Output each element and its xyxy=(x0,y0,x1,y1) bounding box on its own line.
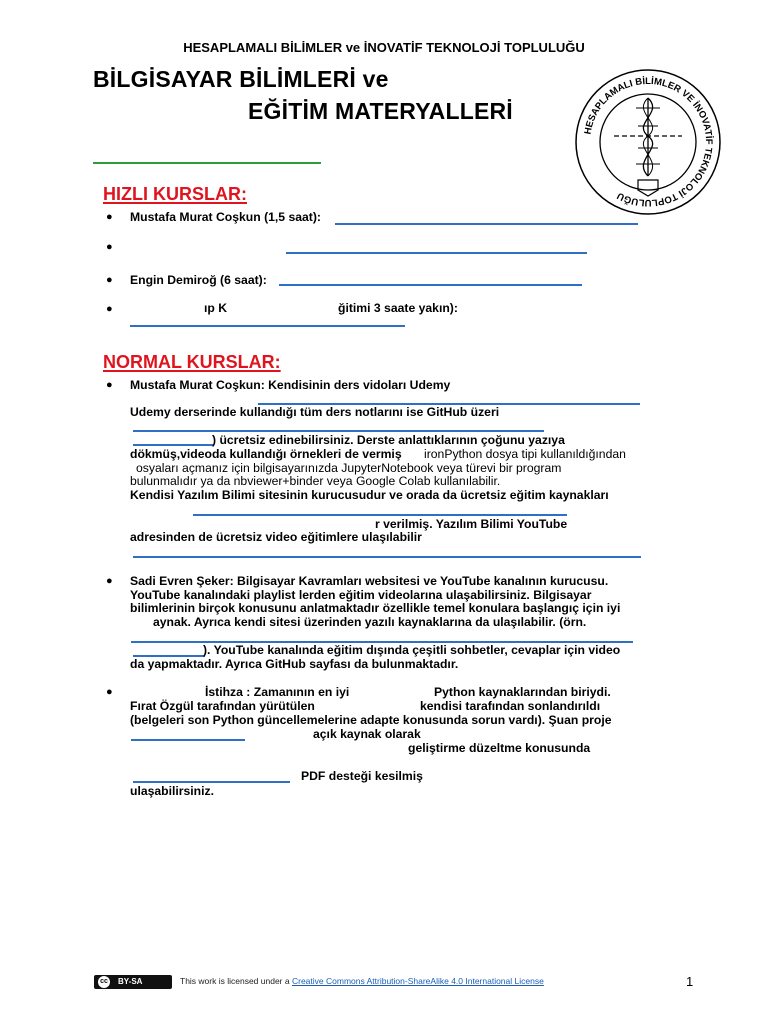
normal-p3-line2a: Fırat Özgül tarafından yürütülen xyxy=(130,699,315,713)
link-underline[interactable] xyxy=(133,444,213,446)
bullet: ● xyxy=(106,303,113,315)
normal-courses-heading: NORMAL KURSLAR: xyxy=(103,352,281,372)
normal-p1-line8: r verilmiş. Yazılım Bilimi YouTube xyxy=(375,517,568,531)
normal-p1-line7: Kendisi Yazılım Bilimi sitesinin kurucusudur ve orada da ücretsiz eğitim kaynakları xyxy=(130,488,609,502)
normal-p1-line2: Udemy derserinde kullandığı tüm ders notlarını ise GitHub üzeri xyxy=(130,405,500,419)
license-text: This work is licensed under a xyxy=(180,976,290,986)
bullet: ● xyxy=(106,211,113,223)
normal-p1-line3: ) ücretsiz edinebilirsiniz. Derste anlattıklarının çoğunu yazıya xyxy=(212,433,565,447)
link-underline[interactable] xyxy=(279,284,582,286)
normal-p3-line2b: kendisi tarafından sonlandırıldı xyxy=(420,699,601,713)
normal-p2-line4: aynak. Ayrıca kendi sitesi üzerinden yazılı kaynaklarına da ulaşılabilir. (örn. xyxy=(153,615,587,629)
cc-badge-label: BY-SA xyxy=(118,977,143,986)
link-underline[interactable] xyxy=(335,223,638,225)
bullet: ● xyxy=(106,575,113,587)
page-title-line2: EĞİTİM MATERYALLERİ xyxy=(248,98,513,124)
society-logo xyxy=(574,68,722,216)
title-underline xyxy=(93,162,321,164)
link-underline[interactable] xyxy=(286,252,587,254)
page-number: 1 xyxy=(686,974,694,989)
normal-p3-line3: (belgeleri son Python güncellemelerine adapte konusunda sorun vardı). Şuan proje xyxy=(130,713,612,727)
normal-p2-line2: YouTube kanalındaki playlist lerden eğitim videolarına ulaşabilirsiniz. Bilgisayar xyxy=(130,588,592,602)
logo-ring-text: HESAPLAMALI BİLİMLER VE İNOVATİF TEKNOLOJİ TOPLULUĞU xyxy=(582,75,715,209)
link-underline[interactable] xyxy=(131,739,245,741)
normal-p1-line5: osyaları açmanız için bilgisayarınızda JupyterNotebook veya türevi bir program xyxy=(136,461,562,475)
bullet: ● xyxy=(106,241,113,253)
normal-p2-line5: ). YouTube kanalında eğitim dışında çeşitli sohbetler, cevaplar için video xyxy=(203,643,621,657)
bullet: ● xyxy=(106,686,113,698)
license-footer xyxy=(180,976,544,986)
normal-p3-line6: PDF desteği kesilmiş xyxy=(301,769,423,783)
cc-by-sa-badge[interactable] xyxy=(94,975,172,989)
license-link[interactable]: Creative Commons Attribution-ShareAlike 4.0 International License xyxy=(291,976,544,986)
normal-p3-line1a: İstihza : Zamanının en iyi xyxy=(205,685,350,699)
link-underline[interactable] xyxy=(193,514,567,516)
normal-p2-line3: bilimlerinin birçok konusunu anlatmaktadır özellikle temel konulara başlangıç için iyi xyxy=(130,601,621,615)
cc-icon: cc xyxy=(98,976,110,988)
organization-name: HESAPLAMALI BİLİMLER ve İNOVATİF TEKNOLOJİ TOPLULUĞU xyxy=(183,40,585,55)
quick-courses-heading: HIZLI KURSLAR: xyxy=(103,184,247,204)
normal-p1-line4a: dökmüş,videoda kullandığı örnekleri de vermiş xyxy=(130,447,402,461)
normal-p1-line1: Mustafa Murat Coşkun: Kendisinin ders vidoları Udemy xyxy=(130,378,451,392)
normal-p2-line1: Sadi Evren Şeker: Bilgisayar Kavramları websitesi ve YouTube kanalının kurucusu. xyxy=(130,574,609,588)
page-title-line1: BİLGİSAYAR BİLİMLERİ ve xyxy=(93,66,389,92)
link-underline[interactable] xyxy=(133,781,290,783)
link-underline[interactable] xyxy=(130,325,405,327)
normal-p1-line4b: ironPython dosya tipi kullanıldığından xyxy=(424,447,626,461)
quick-item-3: Engin Demiroğ (6 saat): xyxy=(130,273,267,287)
normal-p3-line1b: Python kaynaklarından biriydi. xyxy=(434,685,611,699)
link-underline[interactable] xyxy=(133,430,544,432)
normal-p3-line7: ulaşabilirsiniz. xyxy=(130,784,214,798)
quick-item-4b: ğitimi 3 saate yakın): xyxy=(338,301,458,315)
normal-p1-line9: adresinden de ücretsiz video eğitimlere ulaşılabilir xyxy=(130,530,422,544)
normal-p3-line5: geliştirme düzeltme konusunda xyxy=(408,741,591,755)
normal-p3-line4: açık kaynak olarak xyxy=(313,727,421,741)
bullet: ● xyxy=(106,379,113,391)
normal-p1-line6: bulunmalıdır ya da nbviewer+binder veya Google Colab kullanılabilir. xyxy=(130,474,501,488)
bullet: ● xyxy=(106,274,113,286)
quick-item-4a: ıp K xyxy=(204,301,228,315)
quick-item-1: Mustafa Murat Coşkun (1,5 saat): xyxy=(130,210,321,224)
normal-p2-line6: da yapmaktadır. Ayrıca GitHub sayfası da bulunmaktadır. xyxy=(130,657,459,671)
link-underline[interactable] xyxy=(133,556,641,558)
